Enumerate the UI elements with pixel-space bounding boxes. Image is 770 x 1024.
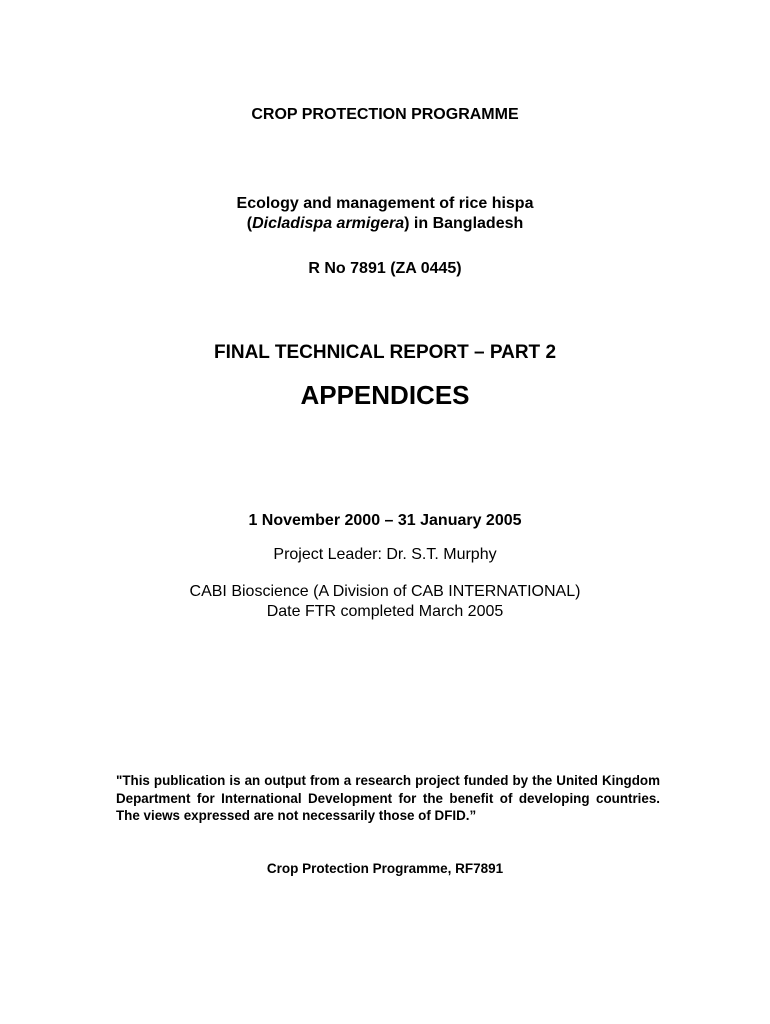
footer-reference: Crop Protection Programme, RF7891 — [266, 861, 504, 876]
project-period: 1 November 2000 – 31 January 2005 — [248, 512, 522, 529]
title-suffix: ) in Bangladesh — [404, 215, 524, 232]
project-leader: Project Leader: Dr. S.T. Murphy — [273, 546, 497, 563]
project-title-line-1: Ecology and management of rice hispa — [236, 195, 534, 212]
programme-heading: CROP PROTECTION PROGRAMME — [251, 106, 519, 123]
reference-number: R No 7891 (ZA 0445) — [308, 260, 462, 277]
report-section-title: APPENDICES — [300, 380, 470, 410]
disclaimer-text: "This publication is an output from a research project funded by the United Kingdom Department for International Development for the benefit of developing countries. The views expressed are not necessarily those of DFID.” — [116, 773, 660, 823]
report-type: FINAL TECHNICAL REPORT – PART 2 — [213, 342, 557, 363]
organisation: CABI Bioscience (A Division of CAB INTERNATIONAL) — [189, 583, 581, 600]
project-title-line-2 — [0, 215, 770, 233]
title-paren-open: ( — [246, 215, 253, 232]
species-name: Dicladispa armigera — [252, 215, 405, 232]
completion-date: Date FTR completed March 2005 — [266, 603, 504, 620]
